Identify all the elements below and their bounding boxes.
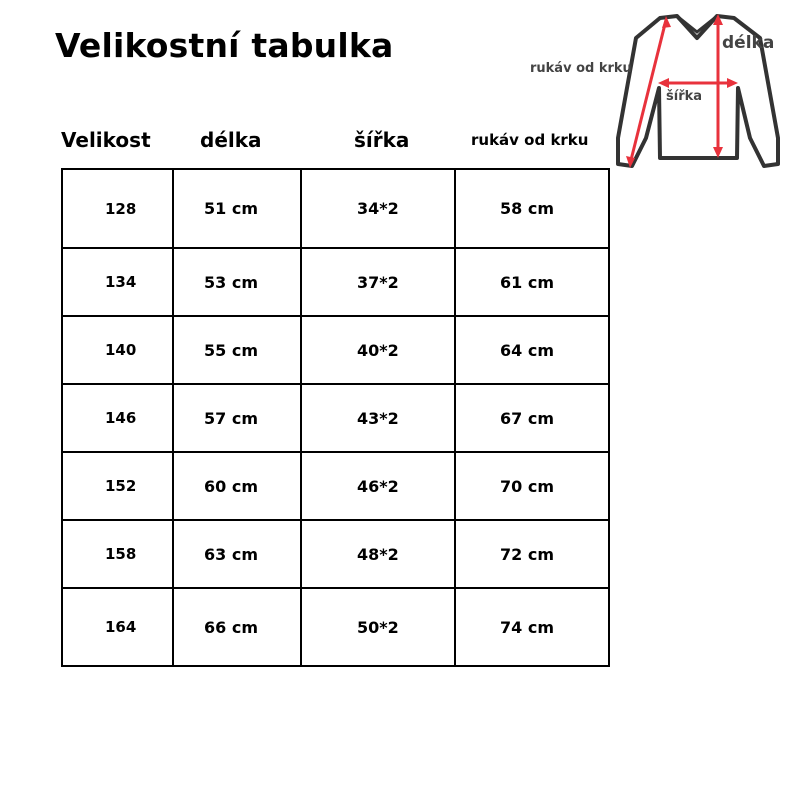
cell-width: 34*2 [301, 169, 455, 248]
header-length: délka [200, 128, 262, 152]
table-row [62, 248, 609, 316]
diagram-label-width: šířka [666, 89, 703, 104]
cell-width: 40*2 [301, 316, 455, 384]
table-row [62, 588, 609, 666]
cell-sleeve: 61 cm [455, 248, 609, 316]
cell-size: 164 [62, 588, 173, 666]
cell-length: 51 cm [173, 169, 301, 248]
table-row [62, 452, 609, 520]
cell-width: 46*2 [301, 452, 455, 520]
cell-size: 146 [62, 384, 173, 452]
cell-sleeve: 70 cm [455, 452, 609, 520]
page-title: Velikostní tabulka [55, 26, 394, 65]
cell-width: 48*2 [301, 520, 455, 588]
cell-size: 140 [62, 316, 173, 384]
table-row [62, 520, 609, 588]
header-sleeve: rukáv od krku [471, 131, 589, 149]
table-row [62, 169, 609, 248]
cell-width: 50*2 [301, 588, 455, 666]
cell-sleeve: 72 cm [455, 520, 609, 588]
table-row [62, 316, 609, 384]
table-row [62, 384, 609, 452]
cell-length: 55 cm [173, 316, 301, 384]
diagram-label-length: délka [722, 33, 775, 53]
cell-sleeve: 58 cm [455, 169, 609, 248]
diagram-label-sleeve: rukáv od krku [530, 61, 632, 76]
cell-sleeve: 74 cm [455, 588, 609, 666]
cell-length: 60 cm [173, 452, 301, 520]
cell-length: 66 cm [173, 588, 301, 666]
size-table [61, 168, 610, 667]
cell-size: 134 [62, 248, 173, 316]
cell-sleeve: 67 cm [455, 384, 609, 452]
header-size: Velikost [61, 128, 151, 152]
cell-length: 57 cm [173, 384, 301, 452]
cell-size: 152 [62, 452, 173, 520]
cell-width: 43*2 [301, 384, 455, 452]
cell-size: 158 [62, 520, 173, 588]
cell-length: 53 cm [173, 248, 301, 316]
cell-size: 128 [62, 169, 173, 248]
header-width: šířka [354, 128, 410, 152]
cell-length: 63 cm [173, 520, 301, 588]
cell-width: 37*2 [301, 248, 455, 316]
cell-sleeve: 64 cm [455, 316, 609, 384]
